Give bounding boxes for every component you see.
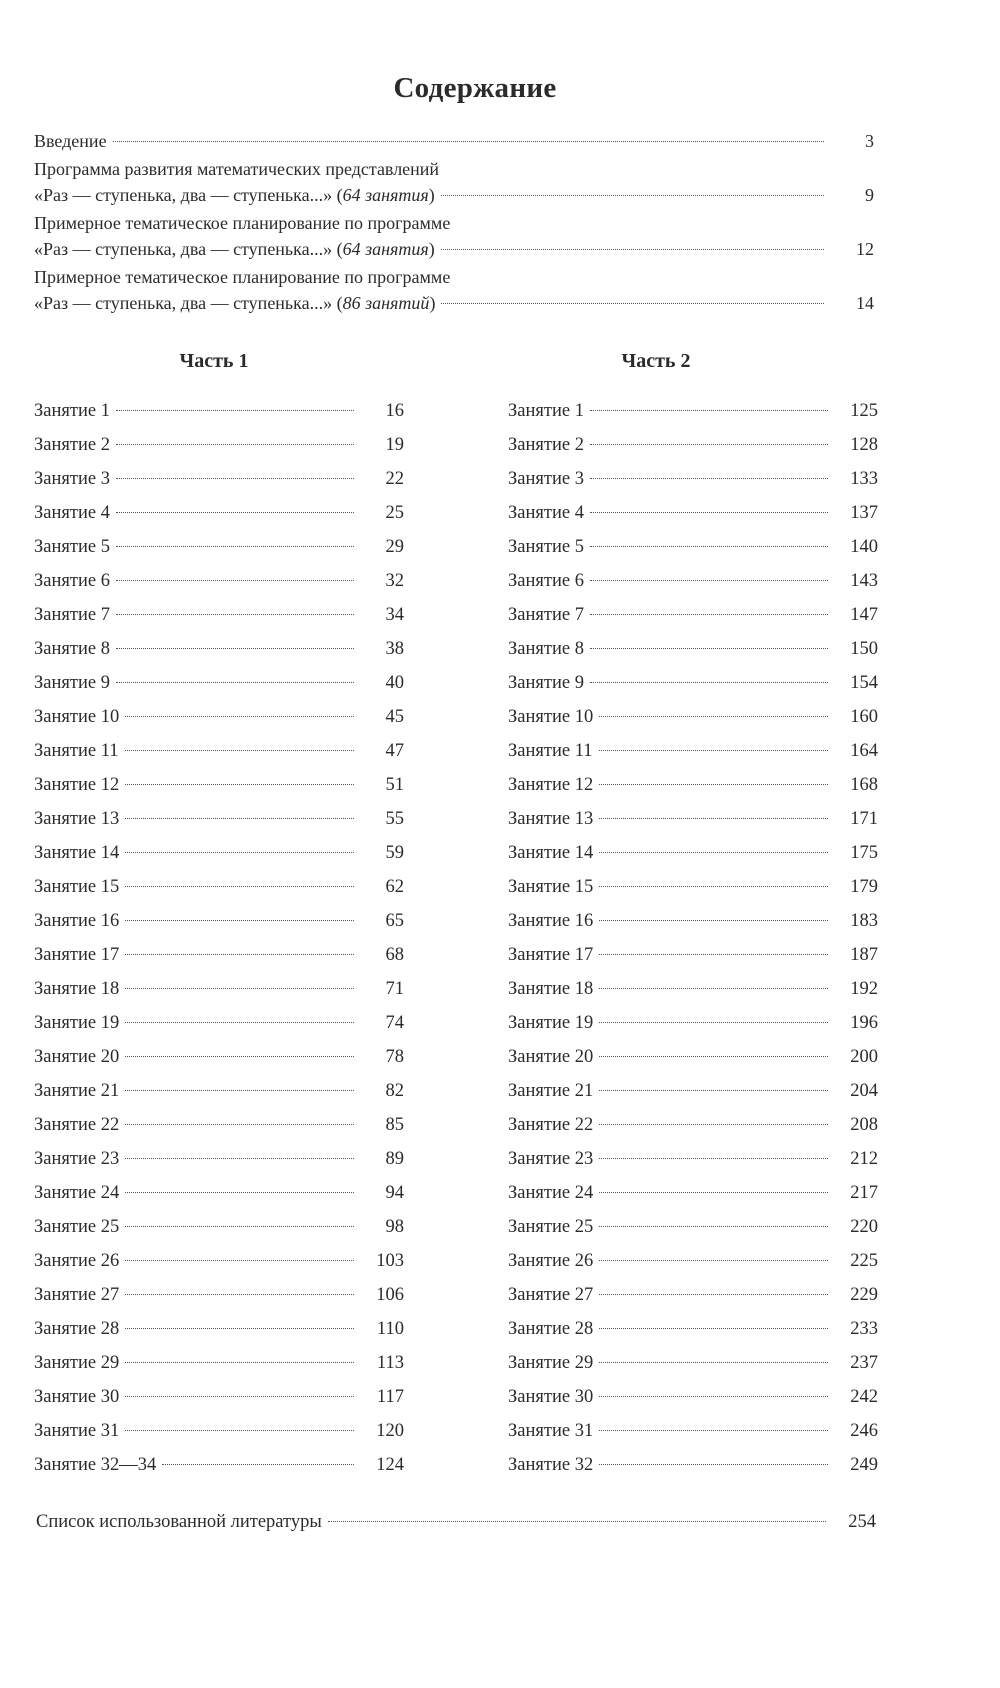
intro-section — [34, 128, 874, 318]
entry-label: Занятие 28 — [508, 1319, 594, 1339]
entry-page: 25 — [385, 503, 404, 523]
dot-leader — [599, 1192, 828, 1193]
entry-label: Занятие 29 — [34, 1353, 120, 1373]
entry-page: 187 — [850, 945, 878, 965]
part1-lesson-row[interactable] — [34, 1278, 404, 1312]
entry-label: Занятие 2 — [508, 435, 584, 455]
dot-leader — [125, 1430, 354, 1431]
part1-lesson-row[interactable] — [34, 598, 404, 632]
dot-leader — [599, 784, 828, 785]
part2-lesson-row[interactable] — [508, 904, 878, 938]
entry-page: 19 — [385, 435, 404, 455]
entry-page: 154 — [850, 673, 878, 693]
entry-label: Занятие 12 — [34, 775, 120, 795]
part2-list — [508, 394, 878, 1482]
entry-label: Занятие 7 — [34, 605, 110, 625]
part1-lesson-row[interactable] — [34, 768, 404, 802]
entry-label: Занятие 27 — [508, 1285, 594, 1305]
entry-label: Занятие 1 — [508, 401, 584, 421]
entry-page: 117 — [376, 1387, 404, 1407]
entry-label-line1: Программа развития математических представлений — [34, 159, 440, 179]
entry-label: Занятие 29 — [508, 1353, 594, 1373]
entry-label: Занятие 30 — [34, 1387, 120, 1407]
part2-lesson-row[interactable] — [508, 1142, 878, 1176]
entry-page: 3 — [865, 131, 874, 151]
part1-lesson-row[interactable] — [34, 734, 404, 768]
part2-lesson-row[interactable] — [508, 836, 878, 870]
entry-label: Занятие 18 — [34, 979, 120, 999]
dot-leader — [125, 852, 354, 853]
entry-page: 110 — [376, 1319, 404, 1339]
entry-page: 204 — [850, 1081, 878, 1101]
part2-lesson-row[interactable] — [508, 598, 878, 632]
entry-label: Занятие 23 — [34, 1149, 120, 1169]
entry-page: 38 — [385, 639, 404, 659]
entry-label: Занятие 13 — [508, 809, 594, 829]
entry-label: Занятие 22 — [508, 1115, 594, 1135]
dot-leader — [125, 1226, 354, 1227]
entry-label: Занятие 2 — [34, 435, 110, 455]
dot-leader — [599, 886, 828, 887]
dot-leader — [125, 920, 354, 921]
part2-lesson-row[interactable] — [508, 700, 878, 734]
dot-leader — [125, 988, 354, 989]
dot-leader — [125, 1362, 354, 1363]
entry-label: Занятие 3 — [34, 469, 110, 489]
part2-lesson-row[interactable] — [508, 394, 878, 428]
part2-lesson-row[interactable] — [508, 1006, 878, 1040]
part1-lesson-row[interactable] — [34, 938, 404, 972]
dot-leader — [116, 614, 354, 615]
entry-page: 249 — [850, 1455, 878, 1475]
part2-lesson-row[interactable] — [508, 1074, 878, 1108]
dot-leader — [125, 1328, 354, 1329]
dot-leader — [590, 682, 828, 683]
entry-label-line2: «Раз — ступенька, два — ступенька...» (86 занятий) — [34, 293, 436, 313]
entry-label: Занятие 19 — [34, 1013, 120, 1033]
part1-lesson-row[interactable] — [34, 1210, 404, 1244]
dot-leader — [599, 1260, 828, 1261]
entry-label: Список использованной литературы — [36, 1512, 322, 1532]
entry-label: Занятие 31 — [508, 1421, 594, 1441]
entry-page: 14 — [856, 293, 874, 313]
entry-page: 220 — [850, 1217, 878, 1237]
entry-page: 208 — [850, 1115, 878, 1135]
entry-label: Занятие 14 — [508, 843, 594, 863]
part1-lesson-row[interactable] — [34, 1108, 404, 1142]
part2-lesson-row[interactable] — [508, 1278, 878, 1312]
part2-lesson-row[interactable] — [508, 462, 878, 496]
part1-lesson-row[interactable] — [34, 1006, 404, 1040]
dot-leader — [599, 1396, 828, 1397]
entry-page: 45 — [385, 707, 404, 727]
dot-leader — [590, 648, 828, 649]
entry-page: 200 — [850, 1047, 878, 1067]
dot-leader — [125, 1056, 354, 1057]
dot-leader — [590, 546, 828, 547]
dot-leader — [590, 580, 828, 581]
dot-leader — [125, 1192, 354, 1193]
entry-label-line1: Примерное тематическое планирование по программе — [34, 213, 451, 233]
part2-lesson-row[interactable] — [508, 768, 878, 802]
entry-label: Занятие 18 — [508, 979, 594, 999]
dot-leader — [599, 1158, 828, 1159]
entry-label: Занятие 23 — [508, 1149, 594, 1169]
entry-page: 59 — [385, 843, 404, 863]
dot-leader — [599, 1090, 828, 1091]
part2-lesson-row[interactable] — [508, 632, 878, 666]
part1-lesson-row[interactable] — [34, 462, 404, 496]
dot-leader — [125, 1124, 354, 1125]
entry-label: Занятие 24 — [508, 1183, 594, 1203]
part1-lesson-row[interactable] — [34, 1074, 404, 1108]
entry-page: 85 — [385, 1115, 404, 1135]
entry-page: 106 — [376, 1285, 404, 1305]
entry-label: Занятие 16 — [34, 911, 120, 931]
entry-page: 196 — [850, 1013, 878, 1033]
part1-lesson-row[interactable] — [34, 1312, 404, 1346]
dot-leader — [125, 1022, 354, 1023]
entry-page: 133 — [850, 469, 878, 489]
dot-leader — [125, 750, 354, 751]
entry-label: Занятие 25 — [508, 1217, 594, 1237]
entry-label: Занятие 22 — [34, 1115, 120, 1135]
entry-label: Занятие 13 — [34, 809, 120, 829]
toc-entry-introduction[interactable] — [34, 128, 874, 154]
part1-lesson-row[interactable] — [34, 1244, 404, 1278]
part2-lesson-row[interactable] — [508, 1414, 878, 1448]
dot-leader — [116, 546, 354, 547]
part2-lesson-row[interactable] — [508, 802, 878, 836]
part2-lesson-row[interactable] — [508, 428, 878, 462]
entry-page: 22 — [385, 469, 404, 489]
toc-entry-bibliography[interactable] — [36, 1512, 876, 1533]
entry-page: 175 — [850, 843, 878, 863]
entry-page: 233 — [850, 1319, 878, 1339]
part1-lesson-row[interactable] — [34, 564, 404, 598]
dot-leader — [599, 954, 828, 955]
part2-lesson-row[interactable] — [508, 938, 878, 972]
dot-leader — [113, 141, 824, 142]
part1-heading: Часть 1 — [179, 350, 249, 372]
dot-leader — [590, 512, 828, 513]
dot-leader — [599, 1328, 828, 1329]
entry-label: Занятие 7 — [508, 605, 584, 625]
entry-label: Занятие 16 — [508, 911, 594, 931]
entry-page: 125 — [850, 401, 878, 421]
entry-label-line2: «Раз — ступенька, два — ступенька...» (64 занятия) — [34, 185, 435, 205]
entry-label: Занятие 10 — [508, 707, 594, 727]
entry-label: Занятие 3 — [508, 469, 584, 489]
part1-lesson-row[interactable] — [34, 870, 404, 904]
entry-label: Занятие 14 — [34, 843, 120, 863]
entry-page: 68 — [385, 945, 404, 965]
entry-label: Введение — [34, 131, 107, 151]
toc-entry-plan-64[interactable] — [34, 210, 874, 262]
dot-leader — [599, 818, 828, 819]
entry-page: 246 — [850, 1421, 878, 1441]
part1-lesson-row[interactable] — [34, 1448, 404, 1482]
entry-label: Занятие 20 — [34, 1047, 120, 1067]
entry-page: 62 — [385, 877, 404, 897]
part1-lesson-row[interactable] — [34, 836, 404, 870]
entry-page: 82 — [385, 1081, 404, 1101]
entry-label: Занятие 21 — [34, 1081, 120, 1101]
part2-lesson-row[interactable] — [508, 564, 878, 598]
part2-lesson-row[interactable] — [508, 1176, 878, 1210]
dot-leader — [599, 1294, 828, 1295]
entry-page: 124 — [376, 1455, 404, 1475]
part1-lesson-row[interactable] — [34, 1380, 404, 1414]
entry-page: 179 — [850, 877, 878, 897]
entry-label-line2: «Раз — ступенька, два — ступенька...» (64 занятия) — [34, 239, 435, 259]
entry-label: Занятие 1 — [34, 401, 110, 421]
entry-page: 254 — [848, 1512, 876, 1532]
entry-label: Занятие 20 — [508, 1047, 594, 1067]
entry-page: 16 — [385, 401, 404, 421]
dot-leader — [599, 1362, 828, 1363]
entry-page: 12 — [856, 239, 874, 259]
entry-page: 143 — [850, 571, 878, 591]
entry-label: Занятие 12 — [508, 775, 594, 795]
entry-page: 32 — [385, 571, 404, 591]
dot-leader — [590, 410, 828, 411]
entry-label: Занятие 26 — [508, 1251, 594, 1271]
entry-label: Занятие 31 — [34, 1421, 120, 1441]
entry-label: Занятие 4 — [508, 503, 584, 523]
entry-label: Занятие 9 — [508, 673, 584, 693]
toc-entry-program[interactable] — [34, 156, 874, 208]
part2-lesson-row[interactable] — [508, 1244, 878, 1278]
entry-label: Занятие 5 — [34, 537, 110, 557]
part1-lesson-row[interactable] — [34, 530, 404, 564]
entry-page: 29 — [385, 537, 404, 557]
entry-label: Занятие 15 — [508, 877, 594, 897]
entry-page: 120 — [376, 1421, 404, 1441]
part1-lesson-row[interactable] — [34, 904, 404, 938]
dot-leader — [441, 195, 824, 196]
entry-page: 160 — [850, 707, 878, 727]
part1-lesson-row[interactable] — [34, 700, 404, 734]
dot-leader — [116, 580, 354, 581]
part2-lesson-row[interactable] — [508, 496, 878, 530]
dot-leader — [162, 1464, 354, 1465]
entry-page: 192 — [850, 979, 878, 999]
part1-lesson-row[interactable] — [34, 1142, 404, 1176]
entry-page: 113 — [376, 1353, 404, 1373]
entry-page: 171 — [850, 809, 878, 829]
entry-label: Занятие 11 — [508, 741, 593, 761]
entry-page: 78 — [385, 1047, 404, 1067]
entry-page: 242 — [850, 1387, 878, 1407]
part2-lesson-row[interactable] — [508, 1380, 878, 1414]
dot-leader — [125, 716, 354, 717]
dot-leader — [116, 682, 354, 683]
entry-page: 164 — [850, 741, 878, 761]
dot-leader — [125, 784, 354, 785]
part1-lesson-row[interactable] — [34, 632, 404, 666]
entry-page: 128 — [850, 435, 878, 455]
part2-heading: Часть 2 — [621, 350, 691, 372]
dot-leader — [599, 1124, 828, 1125]
dot-leader — [116, 478, 354, 479]
entry-page: 71 — [385, 979, 404, 999]
toc-entry-plan-86[interactable] — [34, 264, 874, 316]
entry-page: 55 — [385, 809, 404, 829]
entry-label: Занятие 4 — [34, 503, 110, 523]
dot-leader — [125, 818, 354, 819]
dot-leader — [599, 1464, 828, 1465]
dot-leader — [116, 648, 354, 649]
dot-leader — [125, 1294, 354, 1295]
dot-leader — [590, 444, 828, 445]
entry-label: Занятие 32—34 — [34, 1455, 157, 1475]
entry-label: Занятие 17 — [508, 945, 594, 965]
entry-label: Занятие 28 — [34, 1319, 120, 1339]
part2-lesson-row[interactable] — [508, 666, 878, 700]
entry-label: Занятие 17 — [34, 945, 120, 965]
entry-page: 40 — [385, 673, 404, 693]
part1-lesson-row[interactable] — [34, 428, 404, 462]
entry-page: 150 — [850, 639, 878, 659]
part2-lesson-row[interactable] — [508, 530, 878, 564]
part2-lesson-row[interactable] — [508, 1108, 878, 1142]
entry-page: 89 — [385, 1149, 404, 1169]
dot-leader — [590, 478, 828, 479]
entry-label: Занятие 8 — [508, 639, 584, 659]
dot-leader — [125, 1158, 354, 1159]
dot-leader — [125, 954, 354, 955]
dot-leader — [116, 512, 354, 513]
dot-leader — [125, 1260, 354, 1261]
part2-lesson-row[interactable] — [508, 1346, 878, 1380]
dot-leader — [599, 1226, 828, 1227]
entry-page: 137 — [850, 503, 878, 523]
dot-leader — [599, 920, 828, 921]
entry-label: Занятие 5 — [508, 537, 584, 557]
dot-leader — [116, 444, 354, 445]
entry-page: 147 — [850, 605, 878, 625]
entry-label: Занятие 10 — [34, 707, 120, 727]
dot-leader — [116, 410, 354, 411]
entry-page: 51 — [385, 775, 404, 795]
dot-leader — [599, 1430, 828, 1431]
entry-label: Занятие 24 — [34, 1183, 120, 1203]
entry-page: 98 — [385, 1217, 404, 1237]
part1-lesson-row[interactable] — [34, 1414, 404, 1448]
part1-lesson-row[interactable] — [34, 1040, 404, 1074]
entry-label: Занятие 30 — [508, 1387, 594, 1407]
dot-leader — [599, 852, 828, 853]
dot-leader — [599, 716, 828, 717]
part1-lesson-row[interactable] — [34, 972, 404, 1006]
part1-lesson-row[interactable] — [34, 1346, 404, 1380]
entry-page: 225 — [850, 1251, 878, 1271]
entry-label: Занятие 21 — [508, 1081, 594, 1101]
part2-lesson-row[interactable] — [508, 1210, 878, 1244]
entry-page: 47 — [385, 741, 404, 761]
entry-page: 217 — [850, 1183, 878, 1203]
part2-lesson-row[interactable] — [508, 1448, 878, 1482]
dot-leader — [599, 988, 828, 989]
entry-label: Занятие 11 — [34, 741, 119, 761]
entry-label: Занятие 25 — [34, 1217, 120, 1237]
dot-leader — [599, 1056, 828, 1057]
dot-leader — [599, 750, 828, 751]
entry-page: 65 — [385, 911, 404, 931]
entry-label: Занятие 19 — [508, 1013, 594, 1033]
entry-label: Занятие 8 — [34, 639, 110, 659]
dot-leader — [125, 1396, 354, 1397]
entry-page: 183 — [850, 911, 878, 931]
entry-page: 212 — [850, 1149, 878, 1169]
dot-leader — [441, 249, 824, 250]
entry-label: Занятие 6 — [34, 571, 110, 591]
part1-lesson-row[interactable] — [34, 1176, 404, 1210]
part1-list — [34, 394, 404, 1482]
part1-lesson-row[interactable] — [34, 802, 404, 836]
entry-label: Занятие 26 — [34, 1251, 120, 1271]
entry-label-line1: Примерное тематическое планирование по программе — [34, 267, 451, 287]
entry-label: Занятие 9 — [34, 673, 110, 693]
part2-lesson-row[interactable] — [508, 1040, 878, 1074]
entry-label: Занятие 15 — [34, 877, 120, 897]
dot-leader — [590, 614, 828, 615]
part2-lesson-row[interactable] — [508, 734, 878, 768]
part1-lesson-row[interactable] — [34, 394, 404, 428]
entry-label: Занятие 32 — [508, 1455, 594, 1475]
part1-lesson-row[interactable] — [34, 496, 404, 530]
entry-label: Занятие 27 — [34, 1285, 120, 1305]
dot-leader — [125, 886, 354, 887]
entry-page: 9 — [865, 185, 874, 205]
dot-leader — [328, 1521, 826, 1522]
entry-page: 34 — [385, 605, 404, 625]
dot-leader — [125, 1090, 354, 1091]
entry-label: Занятие 6 — [508, 571, 584, 591]
dot-leader — [441, 303, 824, 304]
entry-page: 237 — [850, 1353, 878, 1373]
entry-page: 229 — [850, 1285, 878, 1305]
entry-page: 168 — [850, 775, 878, 795]
part2-lesson-row[interactable] — [508, 870, 878, 904]
entry-page: 103 — [376, 1251, 404, 1271]
entry-page: 74 — [385, 1013, 404, 1033]
dot-leader — [599, 1022, 828, 1023]
part2-lesson-row[interactable] — [508, 1312, 878, 1346]
entry-page: 94 — [385, 1183, 404, 1203]
entry-page: 140 — [850, 537, 878, 557]
page-title: Содержание — [393, 72, 557, 104]
part2-lesson-row[interactable] — [508, 972, 878, 1006]
part1-lesson-row[interactable] — [34, 666, 404, 700]
